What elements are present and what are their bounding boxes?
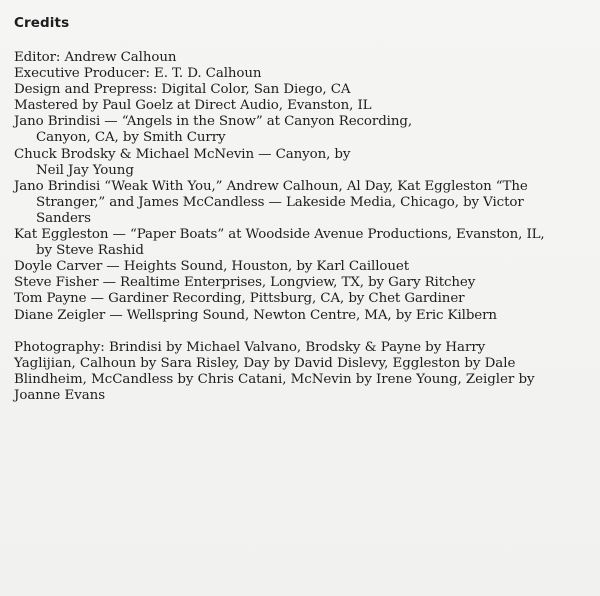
credit-line: Jano Brindisi “Weak With You,” Andrew Calhoun, Al Day, Kat Eggleston “The (14, 178, 528, 194)
credit-line-continued: by Steve Rashid (36, 243, 144, 259)
photography-line: Photography: Brindisi by Michael Valvano, Brodsky & Payne by Harry (14, 339, 486, 355)
credit-line-continued: Sanders (36, 210, 91, 226)
photography-credits (14, 340, 574, 404)
photography-line: Blindheim, McCandless by Chris Catani, McNevin by Irene Young, Zeigler by (14, 371, 535, 387)
credit-line: Editor: Andrew Calhoun (14, 50, 177, 65)
credit-line-continued: Canyon, CA, by Smith Curry (36, 130, 226, 146)
credits-list (14, 50, 574, 324)
credit-line: Design and Prepress: Digital Color, San Diego, CA (14, 82, 351, 98)
credits-heading: Credits (14, 15, 70, 31)
credit-line: Chuck Brodsky & Michael McNevin — Canyon, by (14, 146, 351, 162)
photography-line: Joanne Evans (14, 387, 106, 403)
credit-line: Jano Brindisi — “Angels in the Snow” at Canyon Recording, (14, 114, 413, 130)
credit-line: Doyle Carver — Heights Sound, Houston, by Karl Caillouet (14, 259, 410, 275)
credit-line-continued: Stranger,” and James McCandless — Lakeside Media, Chicago, by Victor (36, 194, 524, 210)
credit-line: Tom Payne — Gardiner Recording, Pittsburg, CA, by Chet Gardiner (14, 291, 465, 307)
credit-line: Kat Eggleston — “Paper Boats” at Woodside Avenue Productions, Evanston, IL, (14, 227, 545, 243)
credit-line: Diane Zeigler — Wellspring Sound, Newton Centre, MA, by Eric Kilbern (14, 307, 497, 323)
credit-line: Executive Producer: E. T. D. Calhoun (14, 66, 262, 82)
section-spacer (14, 324, 574, 340)
credit-line: Steve Fisher — Realtime Enterprises, Longview, TX, by Gary Ritchey (14, 275, 476, 291)
credit-line-continued: Neil Jay Young (36, 162, 134, 178)
photography-line: Yaglijian, Calhoun by Sara Risley, Day by David Dislevy, Eggleston by Dale (14, 355, 516, 371)
credits-content (14, 14, 574, 404)
credit-line: Mastered by Paul Goelz at Direct Audio, Evanston, IL (14, 98, 372, 114)
